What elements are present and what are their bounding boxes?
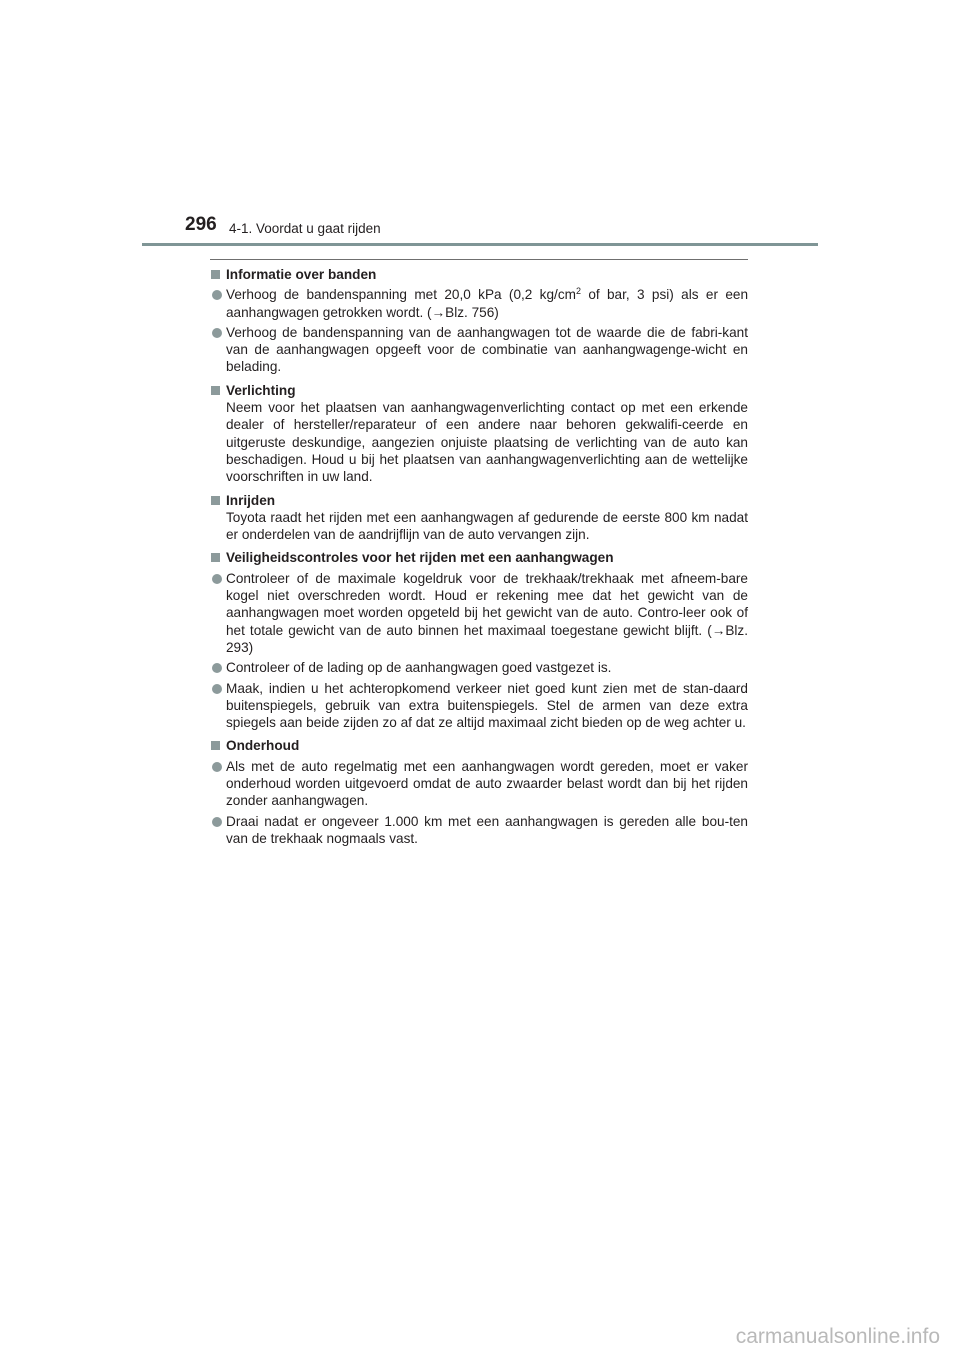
round-bullet-icon <box>212 762 222 772</box>
chapter-title: 4-1. Voordat u gaat rijden <box>229 221 381 236</box>
round-bullet-icon <box>212 328 222 338</box>
section-banden <box>210 266 748 376</box>
list-item <box>210 813 748 848</box>
section-heading <box>210 492 748 509</box>
page-content <box>210 266 748 853</box>
round-bullet-icon <box>212 290 222 300</box>
section-onderhoud <box>210 737 748 847</box>
superscript: 2 <box>575 286 581 297</box>
round-bullet-icon <box>212 684 222 694</box>
list-item <box>210 570 748 656</box>
list-item <box>210 680 748 732</box>
bullet-text: of bar, 3 psi) als er een aanhangwagen getrokken wordt. (→Blz. 756) <box>226 287 749 320</box>
section-heading <box>210 266 748 283</box>
section-title: Onderhoud <box>226 738 300 754</box>
list-item <box>210 659 748 676</box>
bullet-text: Controleer of de lading op de aanhangwagen goed vastgezet is. <box>226 660 612 676</box>
section-title: Informatie over banden <box>226 267 377 282</box>
section-inrijden <box>210 492 748 544</box>
page-number: 296 <box>185 214 217 235</box>
bullet-text: Verhoog de bandenspanning met 20,0 kPa (0,2 kg/cm <box>226 287 576 303</box>
square-bullet-icon <box>211 553 220 562</box>
square-bullet-icon <box>211 270 220 279</box>
section-heading <box>210 549 748 566</box>
round-bullet-icon <box>212 817 222 827</box>
section-paragraph: Toyota raadt het rijden met een aanhangwagen af gedurende de eerste 800 km nadat er onderdelen van de aandrijflijn van de auto vervangen zijn. <box>226 509 748 543</box>
list-item <box>210 286 748 321</box>
list-item <box>210 324 748 376</box>
section-title: Inrijden <box>226 492 276 508</box>
square-bullet-icon <box>211 741 220 750</box>
section-heading <box>210 737 748 754</box>
section-title: Verlichting <box>226 382 296 398</box>
bullet-text: Draai nadat er ongeveer 1.000 km met een aanhangwagen is gereden alle bou-ten van de trekhaak nogmaals vast. <box>226 813 748 846</box>
bullet-text: Verhoog de bandenspanning van de aanhangwagen tot de waarde die de fabri-kant van de aanhangwagen opgeeft voor de combinatie van aanhangwagenge-wicht en belading. <box>226 324 748 375</box>
section-heading <box>210 382 748 399</box>
section-paragraph: Neem voor het plaatsen van aanhangwagenverlichting contact op met een erkende dealer of hersteller/reparateur of een andere naar behoren gekwalifi-ceerde en uitgeruste deskundige, aangezien onjuiste plaatsing de verlichting van de auto kan beschadigen. Houd u bij het plaatsen van aanhangwagenverlichting aan de wettelijke voorschriften in uw land. <box>226 400 748 485</box>
section-title: Veiligheidscontroles voor het rijden met een aanhangwagen <box>226 550 614 566</box>
bullet-text: Als met de auto regelmatig met een aanhangwagen wordt gereden, moet er vaker onderhoud worden uitgevoerd omdat de auto zwaarder belast wordt dan bij het rijden zonder aanhangwagen. <box>226 758 748 809</box>
header-rule <box>142 243 818 246</box>
bullet-text: Controleer of de maximale kogeldruk voor de trekhaak/trekhaak met afneem-bare kogel niet overschreden wordt. Houd er rekening mee dat het gewicht van de aanhangwagen moet worden opgeteld bij het gewicht van de auto. Contro-leer ook of het totale gewicht van de auto binnen het maximaal toegestane gewicht blijft. (→Blz. 293) <box>226 570 748 655</box>
square-bullet-icon <box>211 496 220 505</box>
bullet-text: Maak, indien u het achteropkomend verkeer niet goed kunt zien met de stan-daard buitenspiegels, gebruik van extra buitenspiegels. Stel de armen van deze extra spiegels aan beide zijden zo af dat ze altijd maximaal zicht bieden op de weg achter u. <box>226 680 748 731</box>
section-verlichting <box>210 382 748 486</box>
watermark: carmanualsonline.info <box>735 1325 940 1348</box>
section-veiligheidscontroles <box>210 549 748 731</box>
round-bullet-icon <box>212 574 222 584</box>
round-bullet-icon <box>212 663 222 673</box>
list-item <box>210 758 748 810</box>
section-rule <box>210 259 748 260</box>
square-bullet-icon <box>211 386 220 395</box>
